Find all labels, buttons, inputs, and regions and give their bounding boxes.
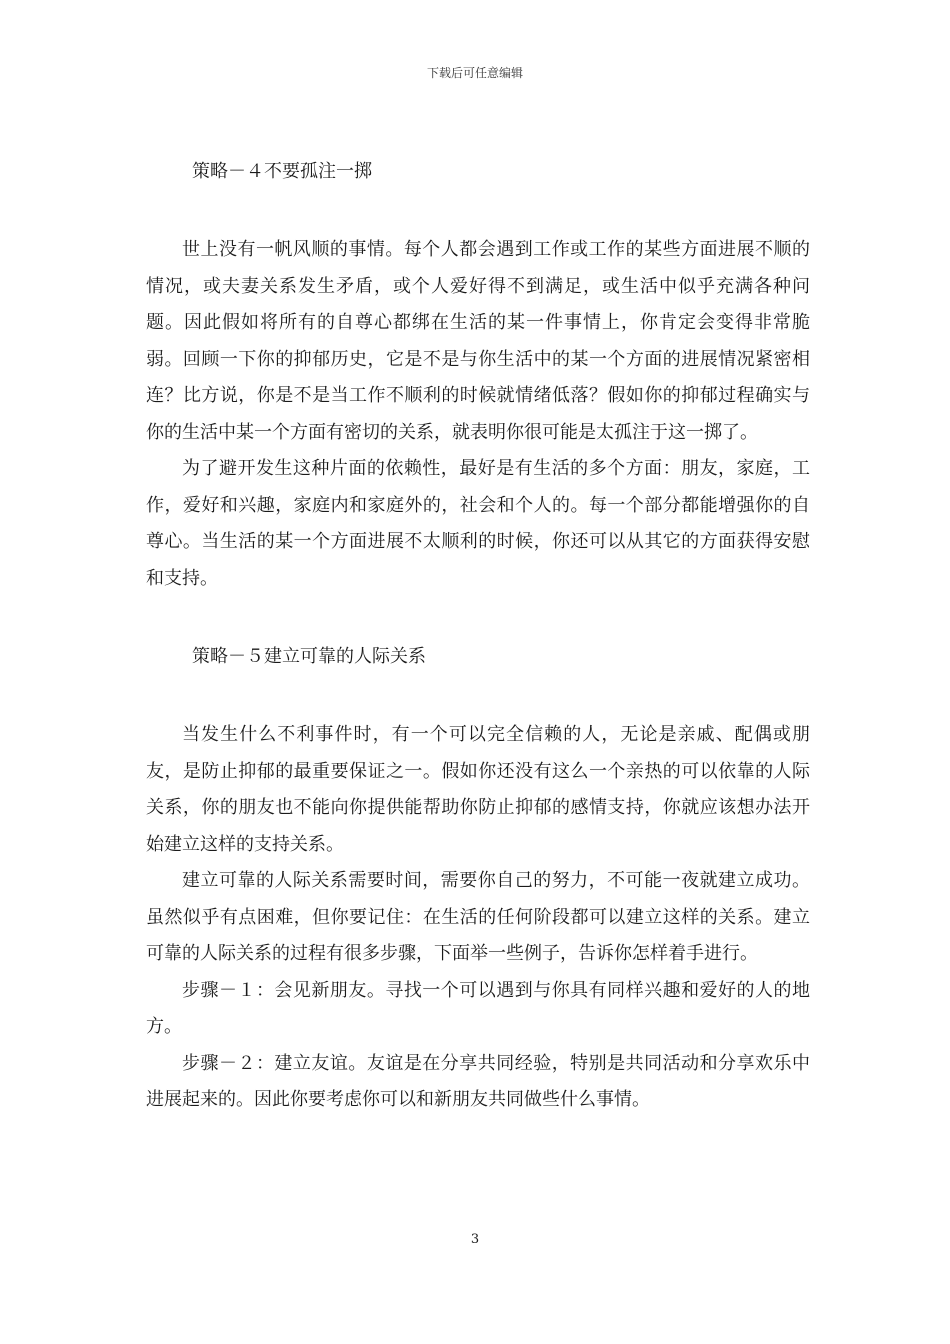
spacer — [146, 679, 810, 717]
page-number: 3 — [470, 1232, 480, 1247]
section-heading-strategy-5: 策略－５建立可靠的人际关系 — [192, 646, 426, 667]
paragraph: 当发生什么不利事件时，有一个可以完全信赖的人，无论是亲戚、配偶或朋友，是防止抑郁的最重要保证之一。假如你还没有这么一个亲热的可以依靠的人际关系，你的朋友也不能向你提供能帮助你防止抑郁的感情支持，你就应该想办法开始建立这样的支持关系。 — [146, 724, 810, 855]
document-body — [146, 150, 810, 1119]
page-header: 下载后可任意编辑 — [426, 66, 523, 80]
paragraph: 步骤－１：会见新朋友。寻找一个可以遇到与你具有同样兴趣和爱好的人的地方。 — [146, 979, 810, 1037]
spacer — [146, 194, 810, 232]
paragraph: 世上没有一帆风顺的事情。每个人都会遇到工作或工作的某些方面进展不顺的情况，或夫妻关系发生矛盾，或个人爱好得不到满足，或生活中似乎充满各种问题。因此假如将所有的自尊心都绑在生活的某一件事情上，你肯定会变得非常脆弱。回顾一下你的抑郁历史，它是不是与你生活中的某一个方面的进展情况紧密相连？比方说，你是不是当工作不顺利的时候就情绪低落？假如你的抑郁过程确实与你的生活中某一个方面有密切的关系，就表明你很可能是太孤注于这一掷了。 — [146, 239, 810, 443]
paragraph: 为了避开发生这种片面的依赖性，最好是有生活的多个方面：朋友，家庭，工作，爱好和兴趣，家庭内和家庭外的，社会和个人的。每一个部分都能增强你的自尊心。当生活的某一个方面进展不太顺利的时候，你还可以从其它的方面获得安慰和支持。 — [146, 458, 810, 589]
spacer — [146, 597, 810, 635]
paragraph: 建立可靠的人际关系需要时间，需要你自己的努力，不可能一夜就建立成功。虽然似乎有点困难，但你要记住：在生活的任何阶段都可以建立这样的关系。建立可靠的人际关系的过程有很多步骤，下面举一些例子，告诉你怎样着手进行。 — [146, 870, 810, 964]
section-heading-strategy-4: 策略－４不要孤注一掷 — [192, 161, 372, 182]
paragraph: 步骤－２：建立友谊。友谊是在分享共同经验，特别是共同活动和分享欢乐中进展起来的。因此你要考虑你可以和新朋友共同做些什么事情。 — [146, 1052, 810, 1110]
